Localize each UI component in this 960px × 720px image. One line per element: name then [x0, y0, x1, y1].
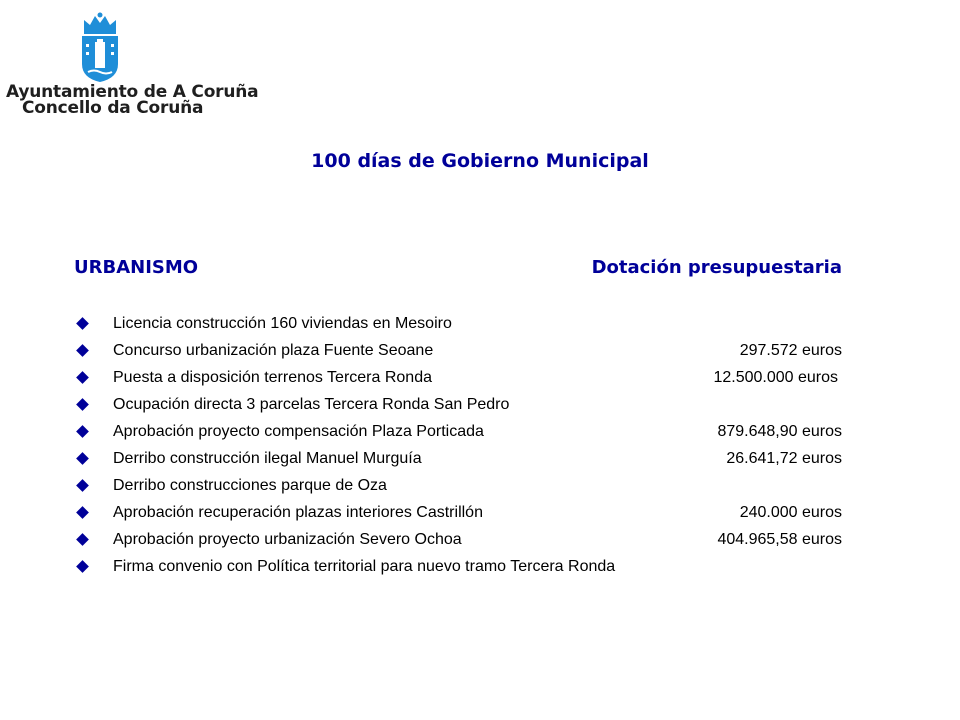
item-text: Licencia construcción 160 viviendas en Mesoiro	[113, 315, 452, 332]
urbanism-list	[74, 310, 854, 580]
item-text: Aprobación proyecto compensación Plaza Porticada	[113, 423, 484, 440]
item-amount: 26.641,72 euros	[726, 450, 842, 467]
section-title: URBANISMO	[74, 257, 199, 278]
list-item	[74, 364, 854, 391]
diamond-bullet-icon	[76, 533, 89, 546]
item-text: Concurso urbanización plaza Fuente Seoane	[113, 342, 434, 359]
page-title: 100 días de Gobierno Municipal	[311, 150, 649, 172]
list-item	[74, 337, 854, 364]
item-amount: 404.965,58 euros	[717, 531, 842, 548]
diamond-bullet-icon	[76, 506, 89, 519]
diamond-bullet-icon	[76, 317, 89, 330]
item-text: Puesta a disposición terrenos Tercera Ronda	[113, 369, 432, 386]
item-amount: 297.572 euros	[739, 342, 842, 359]
list-item	[74, 499, 854, 526]
list-item	[74, 445, 854, 472]
item-text: Derribo construcción ilegal Manuel Murguía	[113, 450, 422, 467]
city-crest-icon	[76, 12, 124, 84]
diamond-bullet-icon	[76, 560, 89, 573]
item-text: Firma convenio con Política territorial para nuevo tramo Tercera Ronda	[113, 558, 616, 575]
item-text: Derribo construcciones parque de Oza	[113, 477, 387, 494]
logo	[0, 0, 259, 118]
item-text: Ocupación directa 3 parcelas Tercera Ronda San Pedro	[113, 396, 510, 413]
diamond-bullet-icon	[76, 479, 89, 492]
item-amount: 12.500.000 euros	[713, 369, 838, 386]
diamond-bullet-icon	[76, 344, 89, 357]
item-amount: 879.648,90 euros	[717, 423, 842, 440]
diamond-bullet-icon	[76, 398, 89, 411]
item-text: Aprobación proyecto urbanización Severo Ochoa	[113, 531, 462, 548]
logo-text-line-2: Concello da Coruña	[22, 98, 204, 118]
list-item	[74, 391, 854, 418]
list-item	[74, 553, 854, 580]
budget-column-header: Dotación presupuestaria	[591, 257, 842, 278]
diamond-bullet-icon	[76, 425, 89, 438]
list-item	[74, 472, 854, 499]
list-item	[74, 418, 854, 445]
logo-text-line-1: Ayuntamiento de A Coruña	[6, 82, 259, 102]
item-amount: 240.000 euros	[739, 504, 842, 521]
list-item	[74, 526, 854, 553]
diamond-bullet-icon	[76, 452, 89, 465]
item-text: Aprobación recuperación plazas interiores Castrillón	[113, 504, 483, 521]
list-item	[74, 310, 854, 337]
diamond-bullet-icon	[76, 371, 89, 384]
